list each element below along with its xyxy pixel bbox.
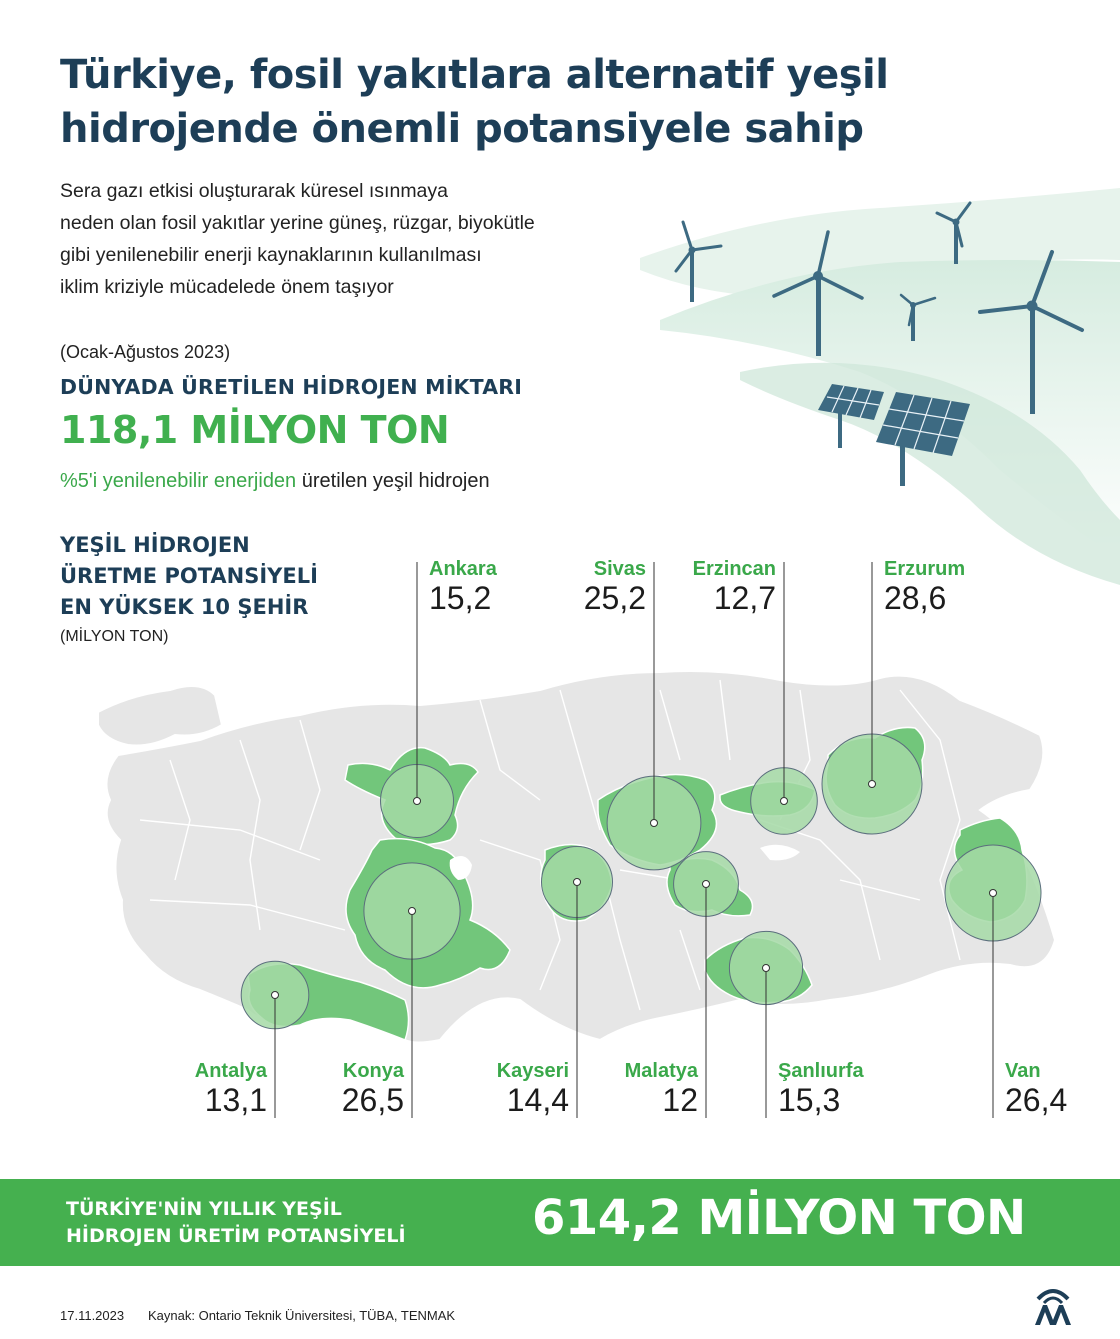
city-value: 25,2 [583, 580, 646, 616]
city-label-malatya [625, 1060, 698, 1117]
city-name: Kayseri [496, 1060, 569, 1082]
city-label-kayseri [497, 1060, 569, 1117]
bubble-center-dot [414, 798, 421, 805]
intro-text [60, 175, 660, 303]
bubble-center-dot [781, 798, 788, 805]
map-unit-label: (MİLYON TON) [60, 628, 169, 645]
city-value: 26,4 [1005, 1082, 1068, 1118]
page-title [60, 48, 1040, 156]
city-name: Erzurum [884, 558, 966, 580]
green-share-rest: üretilen yeşil hidrojen [296, 470, 490, 492]
city-name: Van [1005, 1060, 1041, 1082]
footer-source: Kaynak: Ontario Teknik Üniversitesi, TÜBA, TENMAK [148, 1308, 456, 1323]
map-title [60, 530, 318, 623]
bubble-center-dot [869, 781, 876, 788]
city-label-erzincan [693, 558, 776, 615]
city-value: 28,6 [884, 580, 947, 616]
city-name: Ankara [429, 558, 497, 580]
city-value: 14,4 [506, 1082, 569, 1118]
intro-line: neden olan fosil yakıtlar yerine güneş, rüzgar, biyokütle [60, 212, 535, 234]
page-title-line: Türkiye, fosil yakıtlara alternatif yeşil [60, 52, 889, 98]
bubble-center-dot [574, 879, 581, 886]
period-label: (Ocak-Ağustos 2023) [60, 342, 231, 362]
world-hydrogen-label: DÜNYADA ÜRETİLEN HİDROJEN MİKTARI [60, 375, 523, 399]
green-share-highlight: %5'i yenilenebilir enerjiden [60, 470, 297, 492]
city-value: 12 [662, 1082, 698, 1118]
city-label-van [1005, 1060, 1067, 1117]
intro-line: iklim kriziyle mücadelede önem taşıyor [60, 276, 394, 298]
city-name: Erzincan [692, 558, 776, 580]
bubble-center-dot [409, 908, 416, 915]
city-name: Sivas [593, 558, 646, 580]
total-banner-value: 614,2 MİLYON TON [532, 1190, 1026, 1246]
bubble-center-dot [651, 820, 658, 827]
page-title-line: hidrojende önemli potansiyele sahip [60, 106, 864, 152]
intro-line: Sera gazı etkisi oluşturarak küresel ısınmaya [60, 180, 449, 202]
intro-line: gibi yenilenebilir enerji kaynaklarının kullanılması [60, 244, 482, 266]
bubble-center-dot [763, 965, 770, 972]
city-name: Antalya [194, 1060, 267, 1082]
bubble-center-dot [272, 992, 279, 999]
total-banner-label-line: HİDROJEN ÜRETİM POTANSİYELİ [66, 1225, 406, 1247]
map-title-line: YEŞİL HİDROJEN [60, 533, 250, 557]
green-share-text [60, 470, 490, 493]
city-value: 15,2 [429, 580, 492, 616]
thrace [98, 686, 222, 746]
city-value: 13,1 [204, 1082, 267, 1118]
city-label-konya [342, 1060, 404, 1117]
city-label-ankara [429, 558, 497, 615]
city-label-şanlıurfa [778, 1060, 864, 1117]
city-name: Malatya [624, 1060, 698, 1082]
bubble-center-dot [990, 890, 997, 897]
bubble-center-dot [703, 881, 710, 888]
city-name: Şanlıurfa [778, 1060, 864, 1082]
city-value: 26,5 [341, 1082, 404, 1118]
total-banner-label-line: TÜRKİYE'NİN YILLIK YEŞİL [66, 1198, 342, 1220]
aa-logo-icon [1032, 1279, 1074, 1327]
map-title-line: EN YÜKSEK 10 ŞEHİR [60, 595, 309, 619]
city-value: 12,7 [713, 580, 776, 616]
city-label-erzurum [884, 558, 965, 615]
world-hydrogen-value: 118,1 MİLYON TON [60, 408, 450, 452]
city-label-antalya [195, 1060, 267, 1117]
total-banner-label [66, 1196, 406, 1250]
city-value: 15,3 [778, 1082, 841, 1118]
city-label-sivas [584, 558, 646, 615]
map-title-line: ÜRETME POTANSİYELİ [60, 564, 318, 588]
city-name: Konya [342, 1060, 404, 1082]
footer-date: 17.11.2023 [60, 1308, 125, 1323]
